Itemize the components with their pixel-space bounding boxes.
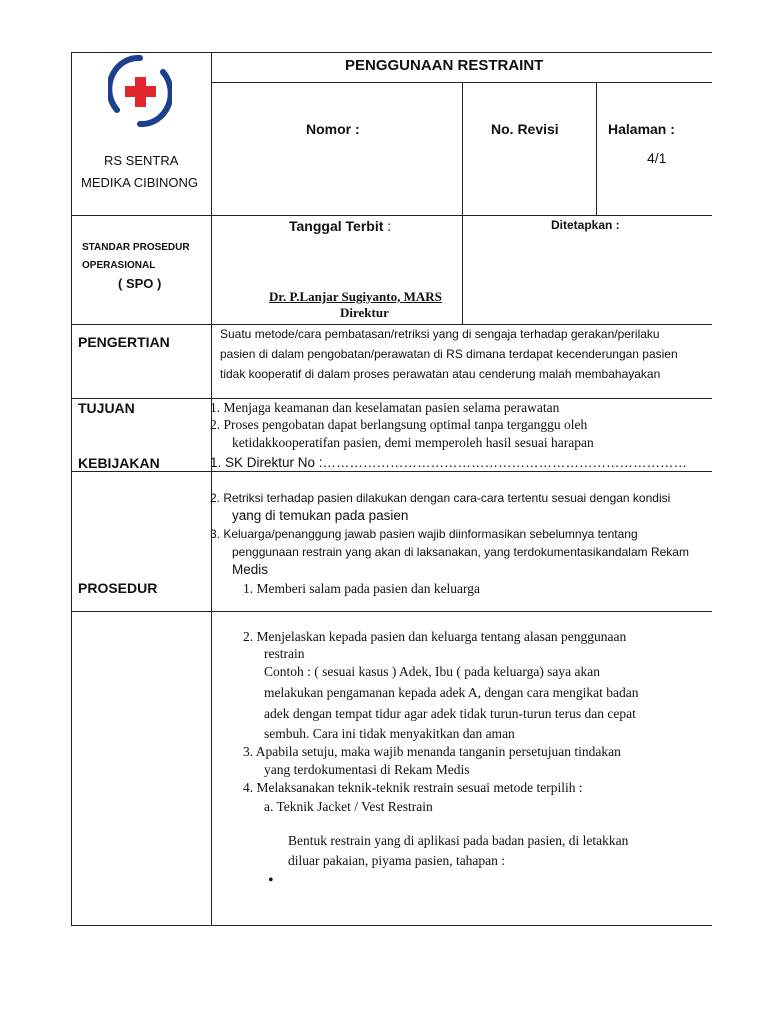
tujuan-item-2: 2. Proses pengobatan dapat berlangsung optimal tanpa terganggu oleh bbox=[210, 417, 588, 432]
prosedur-example-line: adek dengan tempat tidur agar adek tidak turun-turun terus dan cepat bbox=[264, 706, 636, 721]
prosedur-example-line: melakukan pengamanan kepada adek A, dengan cara mengikat badan bbox=[264, 685, 639, 700]
prosedur-step-4a: a. Teknik Jacket / Vest Restrain bbox=[264, 799, 433, 814]
halaman-label: Halaman : bbox=[608, 121, 675, 137]
halaman-value: 4/1 bbox=[647, 150, 667, 166]
row-divider-2 bbox=[71, 324, 712, 325]
pengertian-label: PENGERTIAN bbox=[78, 334, 170, 350]
hospital-name-line1: RS SENTRA bbox=[104, 153, 179, 168]
row-divider-5 bbox=[71, 611, 712, 612]
director-name: Dr. P.Lanjar Sugiyanto, MARS bbox=[269, 289, 442, 304]
tanggal-label: Tanggal Terbit bbox=[289, 218, 384, 234]
pengertian-line: tidak kooperatif di dalam proses perawatan atau cenderung malah membahayakan bbox=[220, 367, 661, 381]
tanggal-terbit bbox=[289, 218, 391, 234]
table-border-bottom bbox=[71, 925, 712, 926]
prosedur-step-2-cont: restrain bbox=[264, 646, 305, 661]
prosedur-step-3: 3. Apabila setuju, maka wajib menanda tanganin persetujuan tindakan bbox=[243, 744, 621, 759]
tanggal-colon: : bbox=[383, 218, 392, 234]
tujuan-item-2-cont: ketidakkooperatifan pasien, demi memperoleh hasil sesuai harapan bbox=[232, 435, 594, 450]
prosedur-desc-line: diluar pakaian, piyama pasien, tahapan : bbox=[288, 853, 506, 868]
tujuan-item-1: 1. Menjaga keamanan dan keselamatan pasien selama perawatan bbox=[210, 400, 560, 415]
column-divider bbox=[211, 52, 212, 926]
kebijakan-item-2-cont: yang di temukan pada pasien bbox=[232, 508, 409, 523]
prosedur-step-1: 1. Memberi salam pada pasien dan keluarga bbox=[243, 581, 481, 596]
kebijakan-item-2: 2. Retriksi terhadap pasien dilakukan dengan cara-cara tertentu sesuai dengan kondisi bbox=[210, 491, 671, 505]
row-divider-3 bbox=[71, 398, 712, 399]
prosedur-step-4: 4. Melaksanakan teknik-teknik restrain sesuai metode terpilih : bbox=[243, 780, 583, 795]
spo-line2: OPERASIONAL bbox=[82, 260, 156, 271]
row-divider-1 bbox=[71, 215, 712, 216]
revisi-label: No. Revisi bbox=[491, 121, 559, 137]
spo-line1: STANDAR PROSEDUR bbox=[82, 242, 190, 253]
ditetapkan-label: Ditetapkan : bbox=[551, 218, 620, 232]
prosedur-example-line: Contoh : ( sesuai kasus ) Adek, Ibu ( pada keluarga) saya akan bbox=[264, 664, 601, 679]
pengertian-line: Suatu metode/cara pembatasan/retriksi yang di sengaja terhadap gerakan/perilaku bbox=[220, 327, 660, 341]
prosedur-step-2: 2. Menjelaskan kepada pasien dan keluarga tentang alasan penggunaan bbox=[243, 629, 627, 644]
tujuan-label: TUJUAN bbox=[78, 400, 135, 416]
prosedur-label: PROSEDUR bbox=[78, 580, 158, 596]
hospital-name-line2: MEDIKA CIBINONG bbox=[81, 175, 199, 190]
prosedur-example-line: sembuh. Cara ini tidak menyakitkan dan aman bbox=[264, 726, 515, 741]
kebijakan-label: KEBIJAKAN bbox=[78, 455, 160, 471]
kebijakan-item-3-cont: penggunaan restrain yang akan di laksanakan, yang terdokumentasikandalam Rekam bbox=[232, 545, 689, 559]
header-divider-1 bbox=[462, 82, 463, 216]
kebijakan-item-1: 1. SK Direktur No :……………………………………………………………………… bbox=[210, 455, 688, 470]
bullet-point: • bbox=[268, 872, 274, 889]
director-title: Direktur bbox=[340, 305, 389, 320]
spo-divider bbox=[462, 215, 463, 325]
kebijakan-item-3: 3. Keluarga/penanggung jawab pasien wajib diinformasikan sebelumnya tentang bbox=[210, 527, 638, 541]
prosedur-step-3-cont: yang terdokumentasi di Rekam Medis bbox=[264, 762, 470, 777]
table-border-left bbox=[71, 52, 72, 926]
row-divider-4 bbox=[71, 471, 712, 472]
kebijakan-item-3-cont: Medis bbox=[232, 562, 269, 577]
document-title: PENGGUNAAN RESTRAINT bbox=[345, 57, 544, 74]
prosedur-desc-line: Bentuk restrain yang di aplikasi pada badan pasien, di letakkan bbox=[288, 833, 629, 848]
pengertian-line: pasien di dalam pengobatan/perawatan di RS dimana terdapat kecenderungan pasien bbox=[220, 347, 678, 361]
nomor-label: Nomor : bbox=[306, 121, 360, 137]
header-divider-2 bbox=[596, 82, 597, 216]
spo-abbr: ( SPO ) bbox=[118, 276, 162, 291]
table-border-top bbox=[71, 52, 712, 53]
hospital-logo-icon bbox=[108, 55, 172, 127]
